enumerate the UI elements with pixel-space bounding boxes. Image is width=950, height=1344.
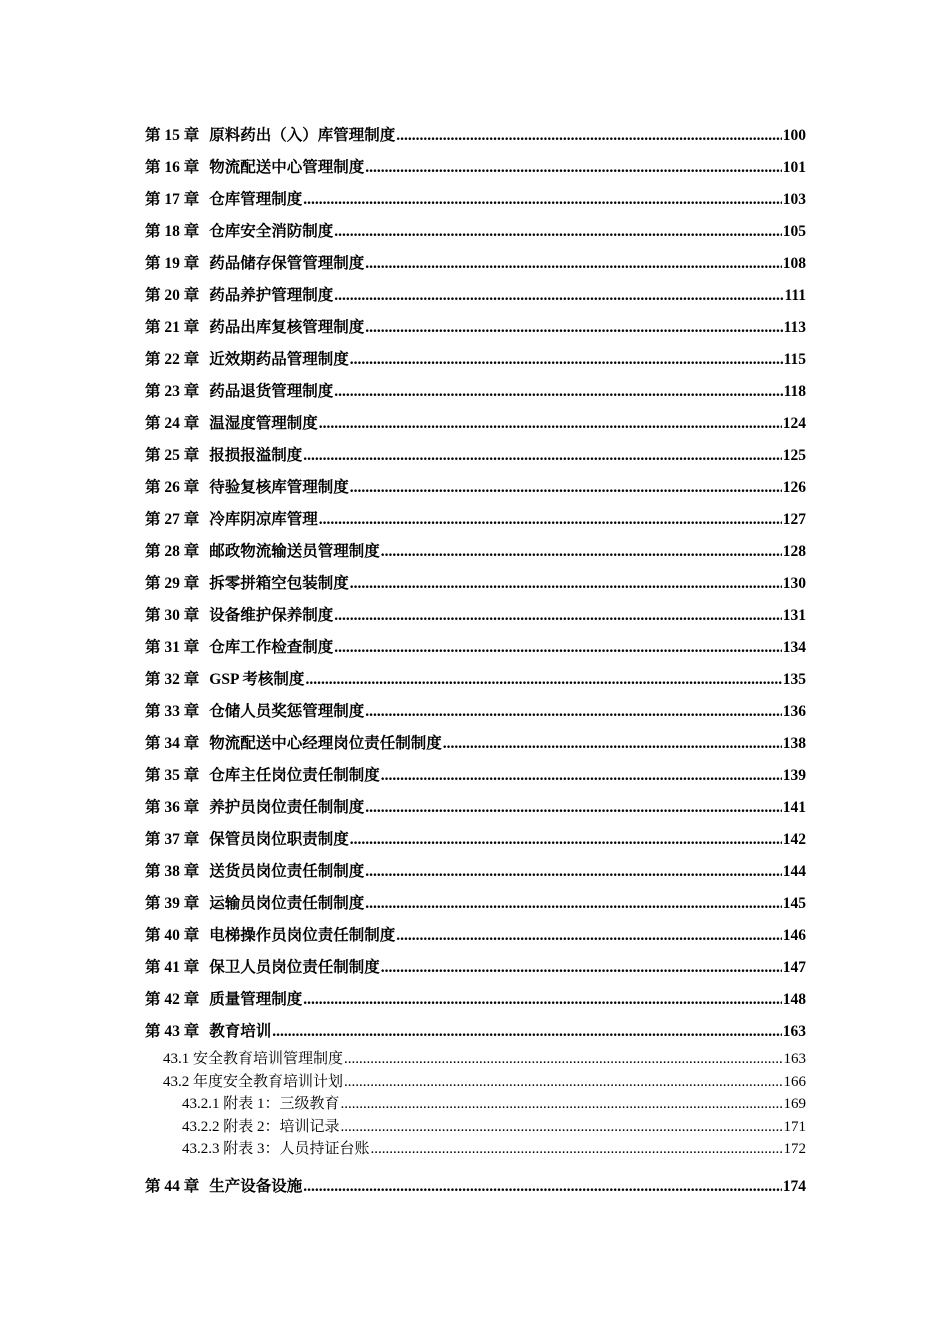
chapter-title: 运输员岗位责任制制度 — [209, 895, 365, 912]
chapter-title: 报损报溢制度 — [209, 447, 303, 464]
chapter-title: 仓库工作检查制度 — [209, 639, 334, 656]
page-number: 135 — [782, 671, 806, 688]
page-number: 126 — [782, 479, 806, 496]
chapter-title: 养护员岗位责任制制度 — [209, 799, 365, 816]
dot-leader — [334, 216, 781, 248]
page-number: 134 — [782, 639, 806, 656]
toc-entry-chapter-44[interactable] — [145, 1171, 806, 1203]
dot-leader — [341, 1093, 783, 1116]
page-number: 101 — [782, 159, 806, 176]
page-number: 131 — [782, 607, 806, 624]
page-number: 130 — [782, 575, 806, 592]
chapter-title: 近效期药品管理制度 — [209, 351, 349, 368]
page-number: 103 — [782, 191, 806, 208]
chapter-title: 药品储存保管管理制度 — [209, 255, 365, 272]
chapter-number: 第 21 章 — [145, 319, 200, 336]
dot-leader — [319, 504, 782, 536]
chapter-number: 第 43 章 — [145, 1023, 200, 1040]
chapter-title: 原料药出（入）库管理制度 — [209, 127, 396, 144]
dot-leader — [365, 248, 781, 280]
page-number: 146 — [782, 927, 806, 944]
toc-entry-subsection[interactable] — [145, 1071, 806, 1094]
dot-leader — [303, 984, 781, 1016]
toc-entry-chapter[interactable] — [145, 152, 806, 184]
spacer — [145, 1161, 806, 1171]
dot-leader — [365, 152, 781, 184]
chapter-number: 第 42 章 — [145, 991, 200, 1008]
toc-entry-chapter[interactable] — [145, 920, 806, 952]
chapter-title: 拆零拼箱空包装制度 — [209, 575, 349, 592]
page-number: 128 — [782, 543, 806, 560]
toc-entry-chapter[interactable] — [145, 728, 806, 760]
page-number: 169 — [783, 1096, 806, 1112]
table-of-contents — [145, 120, 806, 1203]
dot-leader — [350, 472, 782, 504]
toc-entry-chapter[interactable] — [145, 312, 806, 344]
chapter-title: 质量管理制度 — [209, 991, 303, 1008]
chapter-number: 第 15 章 — [145, 127, 200, 144]
chapter-number: 第 37 章 — [145, 831, 200, 848]
dot-leader — [344, 1048, 782, 1071]
page-number: 141 — [782, 799, 806, 816]
toc-entry-chapter[interactable] — [145, 1016, 806, 1048]
chapter-number: 第 20 章 — [145, 287, 200, 304]
dot-leader — [334, 632, 781, 664]
chapter-title: 待验复核库管理制度 — [209, 479, 349, 496]
chapter-title: 物流配送中心经理岗位责任制制度 — [209, 735, 442, 752]
chapter-number: 第 28 章 — [145, 543, 200, 560]
chapter-number: 第 29 章 — [145, 575, 200, 592]
dot-leader — [396, 120, 781, 152]
page-number: 147 — [782, 959, 806, 976]
toc-entry-subsection[interactable] — [145, 1093, 806, 1116]
toc-entry-chapter[interactable] — [145, 696, 806, 728]
dot-leader — [303, 1171, 781, 1203]
toc-entry-chapter[interactable] — [145, 984, 806, 1016]
toc-entry-subsection[interactable] — [145, 1048, 806, 1071]
dot-leader — [303, 184, 781, 216]
dot-leader — [371, 1138, 783, 1161]
chapter-title: 送货员岗位责任制制度 — [209, 863, 365, 880]
chapter-number: 第 18 章 — [145, 223, 200, 240]
chapter-number: 第 36 章 — [145, 799, 200, 816]
dot-leader — [350, 568, 782, 600]
dot-leader — [365, 792, 781, 824]
dot-leader — [365, 856, 781, 888]
dot-leader — [396, 920, 781, 952]
dot-leader — [365, 312, 782, 344]
chapter-number: 第 38 章 — [145, 863, 200, 880]
page-number: 111 — [784, 287, 806, 304]
chapter-title: 仓库主任岗位责任制制度 — [209, 767, 380, 784]
chapter-number: 第 39 章 — [145, 895, 200, 912]
chapter-number: 第 33 章 — [145, 703, 200, 720]
toc-entry-chapter[interactable] — [145, 952, 806, 984]
toc-entry-chapter[interactable] — [145, 280, 806, 312]
page-number: 100 — [782, 127, 806, 144]
toc-entry-chapter[interactable] — [145, 536, 806, 568]
chapter-title: 保管员岗位职责制度 — [209, 831, 349, 848]
chapter-title: 电梯操作员岗位责任制制度 — [209, 927, 396, 944]
chapter-number: 第 22 章 — [145, 351, 200, 368]
chapter-title: 冷库阴凉库管理 — [209, 511, 318, 528]
dot-leader — [381, 760, 782, 792]
page-number: 142 — [782, 831, 806, 848]
toc-entry-chapter[interactable] — [145, 888, 806, 920]
toc-entry-chapter[interactable] — [145, 792, 806, 824]
chapter-number: 第 25 章 — [145, 447, 200, 464]
chapter-title: 设备维护保养制度 — [209, 607, 334, 624]
page-number: 124 — [782, 415, 806, 432]
chapter-number: 第 27 章 — [145, 511, 200, 528]
page-number: 113 — [783, 319, 806, 336]
chapter-title: 教育培训 — [209, 1023, 272, 1040]
toc-entry-chapter[interactable] — [145, 568, 806, 600]
dot-leader — [344, 1071, 782, 1094]
dot-leader — [341, 1116, 783, 1139]
chapter-title: 药品出库复核管理制度 — [209, 319, 365, 336]
dot-leader — [443, 728, 782, 760]
toc-entry-chapter[interactable] — [145, 376, 806, 408]
toc-entry-chapter[interactable] — [145, 248, 806, 280]
page-number: 144 — [782, 863, 806, 880]
chapter-number: 第 17 章 — [145, 191, 200, 208]
chapter-title: 药品退货管理制度 — [209, 383, 334, 400]
dot-leader — [334, 376, 782, 408]
page-number: 118 — [783, 383, 806, 400]
chapter-number: 第 44 章 — [145, 1177, 200, 1195]
toc-entry-subsection[interactable] — [145, 1138, 806, 1161]
chapter-number: 第 23 章 — [145, 383, 200, 400]
subsection-title: 43.1 安全教育培训管理制度 — [163, 1051, 344, 1067]
page-number: 108 — [782, 255, 806, 272]
toc-entry-chapter[interactable] — [145, 600, 806, 632]
chapter-list — [145, 120, 806, 1048]
chapter-number: 第 35 章 — [145, 767, 200, 784]
chapter-number: 第 41 章 — [145, 959, 200, 976]
chapter-number: 第 34 章 — [145, 735, 200, 752]
dot-leader — [381, 952, 782, 984]
chapter-number: 第 24 章 — [145, 415, 200, 432]
dot-leader — [365, 888, 781, 920]
subsection-list — [145, 1048, 806, 1161]
page-number: 145 — [782, 895, 806, 912]
dot-leader — [305, 664, 781, 696]
chapter-title: 药品养护管理制度 — [209, 287, 334, 304]
dot-leader — [334, 280, 783, 312]
subsection-title: 43.2.2 附表 2：培训记录 — [182, 1118, 340, 1135]
page-number: 136 — [782, 703, 806, 720]
page-number: 138 — [782, 735, 806, 752]
page-number: 139 — [782, 767, 806, 784]
chapter-number: 第 16 章 — [145, 159, 200, 176]
chapter-number: 第 26 章 — [145, 479, 200, 496]
subsection-title: 43.2 年度安全教育培训计划 — [163, 1073, 344, 1090]
toc-entry-subsection[interactable] — [145, 1116, 806, 1139]
chapter-number: 第 19 章 — [145, 255, 200, 272]
page-number: 166 — [783, 1073, 806, 1090]
chapter-title: 邮政物流输送员管理制度 — [209, 543, 380, 560]
page-number: 105 — [782, 223, 806, 240]
page-number: 172 — [783, 1141, 806, 1157]
chapter-title: 物流配送中心管理制度 — [209, 159, 365, 176]
page-number: 174 — [782, 1177, 806, 1195]
subsection-title: 43.2.3 附表 3：人员持证台账 — [182, 1141, 370, 1157]
page-number: 125 — [782, 447, 806, 464]
toc-entry-chapter[interactable] — [145, 856, 806, 888]
subsection-title: 43.2.1 附表 1：三级教育 — [182, 1096, 340, 1112]
chapter-title: 仓库安全消防制度 — [209, 223, 334, 240]
chapter-title: 生产设备设施 — [209, 1177, 303, 1195]
dot-leader — [350, 824, 782, 856]
toc-entry-chapter[interactable] — [145, 760, 806, 792]
page-number: 163 — [783, 1051, 806, 1067]
toc-entry-chapter[interactable] — [145, 408, 806, 440]
chapter-number: 第 32 章 — [145, 671, 200, 688]
toc-entry-chapter[interactable] — [145, 344, 806, 376]
toc-entry-chapter[interactable] — [145, 472, 806, 504]
chapter-title: 保卫人员岗位责任制制度 — [209, 959, 380, 976]
dot-leader — [319, 408, 782, 440]
chapter-title: GSP 考核制度 — [209, 671, 305, 688]
toc-entry-chapter[interactable] — [145, 440, 806, 472]
page-number: 171 — [783, 1118, 806, 1135]
dot-leader — [334, 600, 781, 632]
chapter-number: 第 31 章 — [145, 639, 200, 656]
toc-entry-chapter[interactable] — [145, 216, 806, 248]
dot-leader — [365, 696, 781, 728]
toc-entry-chapter[interactable] — [145, 824, 806, 856]
dot-leader — [381, 536, 782, 568]
dot-leader — [303, 440, 781, 472]
dot-leader — [272, 1016, 781, 1048]
toc-entry-chapter[interactable] — [145, 504, 806, 536]
page-number: 127 — [782, 511, 806, 528]
toc-entry-chapter[interactable] — [145, 632, 806, 664]
page-number: 148 — [782, 991, 806, 1008]
chapter-number: 第 30 章 — [145, 607, 200, 624]
chapter-title: 仓储人员奖惩管理制度 — [209, 703, 365, 720]
page-number: 163 — [782, 1023, 806, 1040]
dot-leader — [350, 344, 783, 376]
chapter-title: 仓库管理制度 — [209, 191, 303, 208]
toc-entry-chapter[interactable] — [145, 664, 806, 696]
chapter-title: 温湿度管理制度 — [209, 415, 318, 432]
toc-entry-chapter[interactable] — [145, 184, 806, 216]
chapter-number: 第 40 章 — [145, 927, 200, 944]
page-number: 115 — [783, 351, 806, 368]
toc-entry-chapter[interactable] — [145, 120, 806, 152]
